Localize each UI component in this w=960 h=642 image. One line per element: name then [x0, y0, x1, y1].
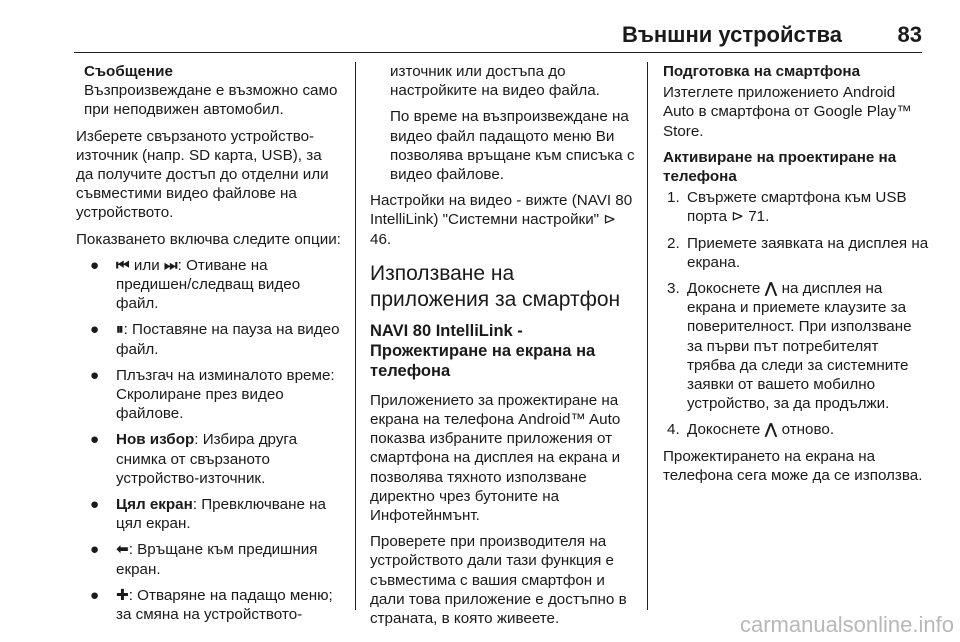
chevron-up-icon: ⋀: [764, 280, 778, 298]
list-item: ● Цял екран: Превключване на цял екран.: [90, 496, 326, 533]
paragraph: Настройки на видео - вижте (NAVI 80 IntelliLink) "Системни настройки" ⊳ 46.: [370, 192, 633, 248]
page-reference-icon: ⊳: [603, 211, 617, 229]
paragraph: Прожектирането на екрана на телефона сега може да се използва.: [663, 447, 923, 484]
note-title: Съобщение: [84, 63, 173, 80]
bullet-icon: ●: [90, 541, 100, 559]
list-item: ● ⏮ или ⏭: Отиване на предишен/следващ видео файл.: [90, 256, 301, 313]
column-2: [370, 62, 636, 635]
header-title: Външни устройства: [621, 22, 842, 47]
paragraph: Проверете при производителя на устройството дали тази функция е съвместима с вашия смартфон и дали това приложение е достъпно в страната, в която живеете.: [370, 533, 627, 628]
bullet-icon: ●: [90, 321, 100, 339]
bullet-icon: ●: [90, 496, 100, 514]
list-item: ● Плъзгач на изминалото време: Скролиране през видео файлове.: [90, 366, 335, 423]
subsection-heading: NAVI 80 IntelliLink - Прожектиране на екрана на телефона: [370, 321, 596, 380]
subheading: Подготовка на смартфона: [663, 63, 861, 80]
watermark: carmanualsonline.info: [739, 612, 954, 637]
subheading: Активиране на проектиране на телефона: [663, 148, 897, 186]
page-reference-icon: ⊳: [731, 208, 744, 226]
back-arrow-icon: ⬅: [116, 541, 129, 559]
note-text: Възпроизвеждане е възможно само при неподвижен автомобил.: [84, 82, 338, 119]
list-item: 4. Докоснете ⋀ отново.: [667, 421, 835, 439]
column-1: [76, 62, 342, 631]
skip-next-icon: ⏭: [163, 256, 178, 274]
steps-list: [663, 188, 929, 439]
bullet-icon: ●: [90, 256, 100, 274]
bullet-icon: ●: [90, 431, 100, 449]
page-header: [0, 0, 960, 60]
list-item: ● ⏸: Поставяне на пауза на видео файл.: [90, 321, 340, 358]
chevron-up-icon: ⋀: [764, 421, 778, 439]
plus-icon: ✚: [116, 586, 129, 604]
list-item: ● Нов избор: Избира друга снимка от свързаното устройство-източник.: [90, 431, 298, 487]
bullet-icon: ●: [90, 366, 100, 384]
options-list: [76, 256, 342, 624]
header-rule: [74, 52, 922, 53]
list-item: ● ✚: Отваряне на падащо меню; за смяна на устройството-: [90, 586, 333, 624]
skip-previous-icon: ⏮: [116, 256, 130, 274]
note-box: [76, 62, 342, 120]
paragraph: Приложението за прожектиране на екрана на телефона Android™ Auto показва избраните приложения от смартфона на дисплея на екрана и позволява тяхното използване директно чрез бутоните на Инфотейнмънт.: [370, 391, 621, 525]
pause-icon: ⏸: [116, 321, 124, 339]
column-divider-left: [355, 62, 356, 610]
paragraph: Изтеглете приложението Android Auto в смартфона от Google Play™ Store.: [663, 84, 912, 140]
page-number: 83: [897, 22, 922, 47]
paragraph: Изберете свързаното устройство-източник (напр. SD карта, USB), за да получите достъп до отделни или съвместими видео файлове на устройството.: [76, 127, 329, 222]
column-divider-right: [647, 62, 648, 610]
list-item: 2. Приемете заявката на дисплея на екрана.: [667, 234, 929, 271]
list-continuation: източник или достъпа до настройките на видео файла. По време на възпроизвеждане на видео файл падащото меню Ви позволява връщане към списъка с видео файлове.: [390, 63, 635, 184]
list-item: ● ⬅: Връщане към предишния екран.: [90, 541, 318, 578]
paragraph: Показването включва следите опции:: [76, 230, 341, 248]
list-item: 3. Докоснете ⋀ на дисплея на екрана и приемете клаузите за поверителност. При използване за първи път потребителят трябва да следи за системните заявки от вашето мобилно устройство, за да продължи.: [667, 280, 912, 413]
column-3: [663, 62, 929, 492]
bullet-icon: ●: [90, 586, 100, 604]
section-heading: Използване на приложения за смартфон: [370, 261, 621, 311]
list-item: 1. Свържете смартфона към USB порта ⊳ 71.: [667, 189, 907, 226]
